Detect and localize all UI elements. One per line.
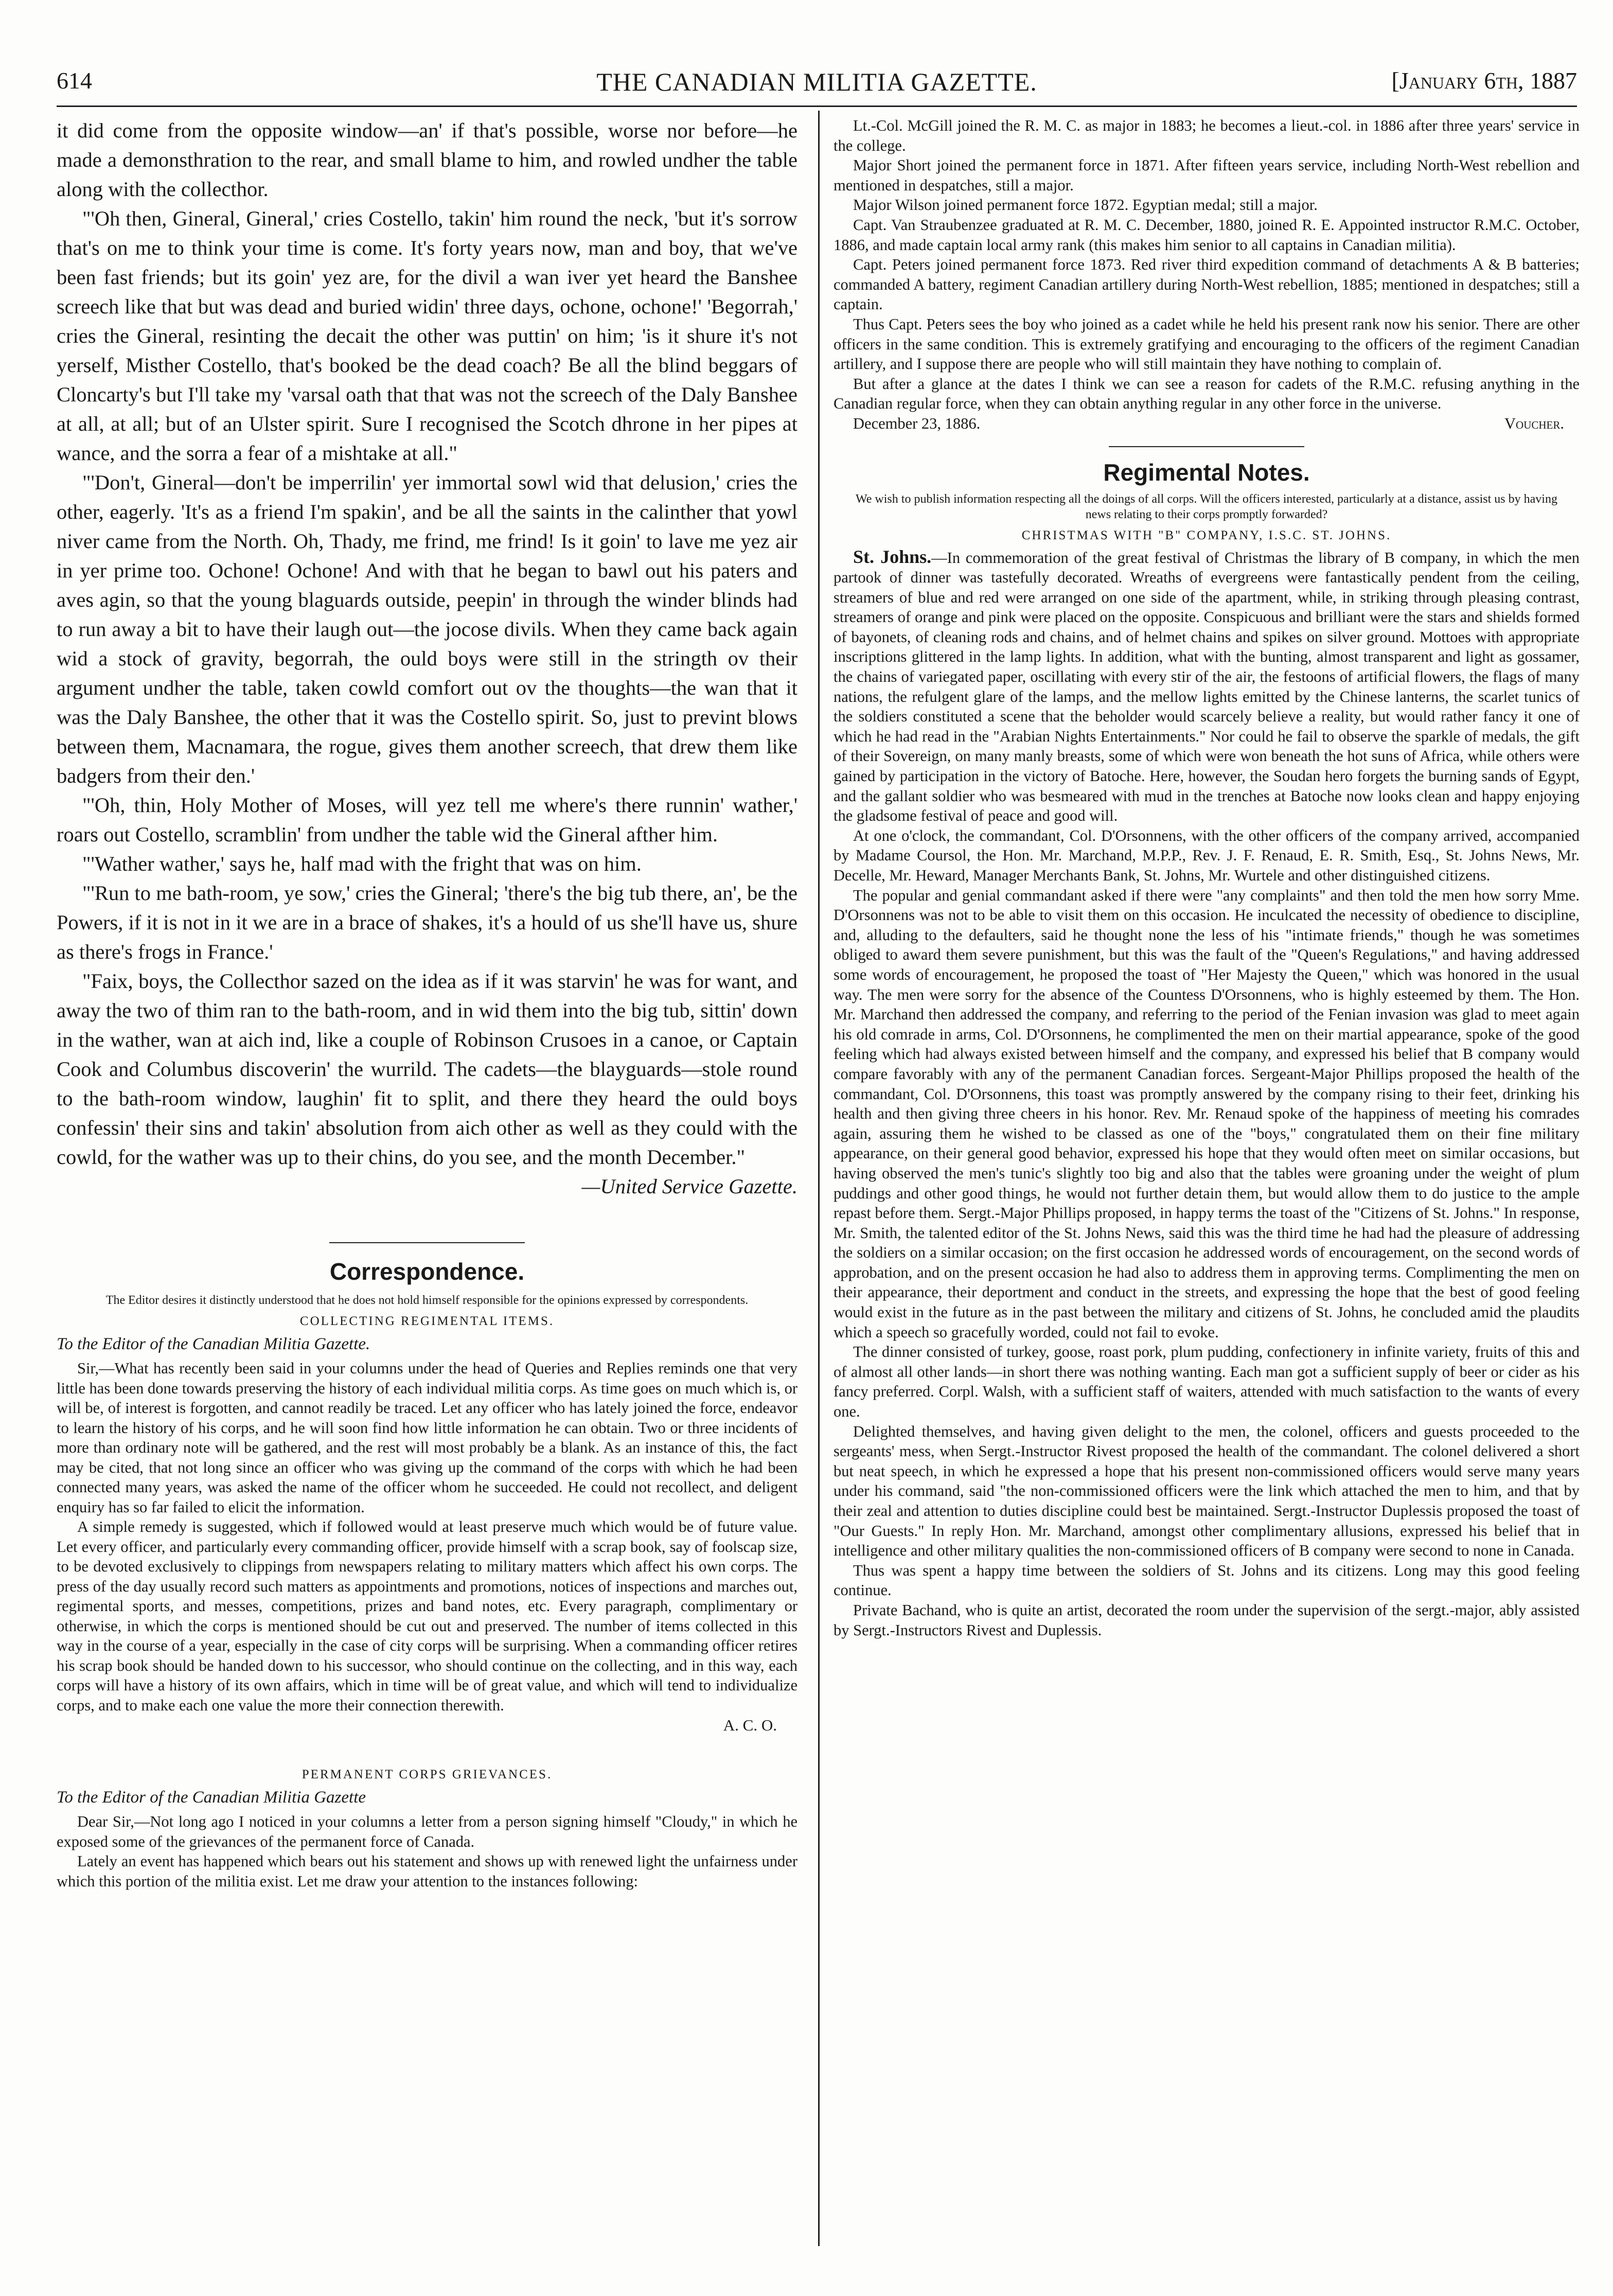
letter-subhead: PERMANENT CORPS GRIEVANCES.	[302, 1768, 553, 1781]
letter-paragraph: Lately an event has happened which bears out his statement and shows up with renewed light the unfairness under which this portion of the militia exist. Let me draw your attention to the instances following:	[57, 1852, 797, 1890]
letter-paragraph: Sir,—What has recently been said in your columns under the head of Queries and Replies reminds one that very little has been done towards preserving the history of each individual militia corps. As time goes on much which is, or will be, of interest is forgotten, and cannot readily be traced. Let any officer who has lately joined the force, endeavor to learn the history of his corps, and he will soon find how little information he can obtain. Two or three incidents of more than ordinary note will be gathered, and the rest will most probably be a blank. As an instance of this, the fact may be cited, that not long since an officer who was giving up the command of the corps with which he had been connected many years, was asked the name of the officer whom he succeeded. He could not recollect, and deligent enquiry has so far failed to elicit the information.	[57, 1359, 797, 1516]
story-paragraph: "'Run to me bath-room, ye sow,' cries the Gineral; 'there's the big tub there, an', be the Powers, if it is not in it we are in a brace of shakes, it's a hould of us she'll have us, shure as there's frogs in France.'	[57, 881, 797, 963]
regimental-paragraph-text: —In commemoration of the great festival of Christmas the library of B company, in which the men partook of dinner was tastefully decorated. Wreaths of evergreens were fantastically pendent from the ceiling, streamers of blue and red were arranged on one side of the apartment, while, in striking through pleasing contrast, streamers of orange and pink were placed on the opposite. Conspicuous and brilliant were the stars and shields formed of bayonets, of cleaning rods and chains, and of helmet chains and spikes on silver ground. Mottoes with appropriate inscriptions glittered in the lamp lights. In addition, what with the bunting, almost transparent and light as gossamer, the chains of variegated paper, oscillating with every stir of the air, the festoons of artificial flowers, the flags of many nations, the refulgent glare of the lamps, and the mellow lights emitted by the Chinese lanterns, the scarlet tunics of the soldiers constituted a scene that the beholder would scarcely believe a reality, but would rather fancy it one of which he had read in the "Arabian Nights Entertainments." Nor could he fail to observe the sparkle of medals, the gift of their Sovereign, on many manly breasts, some of which were won beneath the hot suns of Africa, while others were gained by participation in the victory of Batoche. Here, however, the Soudan hero forgets the burning sands of Egypt, and the gallant soldier who was besmeared with mud in the trenches at Batoche now looks clean and happy enjoying the gladsome festival of peace and good will.	[834, 549, 1580, 825]
correspondence-disclaimer: The Editor desires it distinctly understood that he does not hold himself responsible for the opinions expressed by correspondents.	[105, 1294, 749, 1307]
regimental-paragraph: The dinner consisted of turkey, goose, roast pork, plum pudding, confectionery in infinite variety, fruits of this and of almost all other lands—in short there was nothing wanting. Each man got a sufficient supply of beer or cider as his fancy preferred. Corpl. Walsh, with a sufficient staff of waiters, attended with much satisfaction to the wants of every one.	[834, 1343, 1580, 1421]
letter-collecting-items	[57, 1314, 797, 1736]
regimental-paragraph: Delighted themselves, and having given delight to the men, the colonel, officers and guests proceeded to the sergeants' mess, when Sergt.-Instructor Rivest proposed the health of the commandant. The colonel delivered a short but neat speech, in which he expressed a hope that his present non-commissioned officers would serve many years under his command, said "the non-commissioned officers were the link which attached the men to him, and that by their zeal and attention to duties discipline could best be maintained. Sergt.-Instructor Duplessis proposed the toast of "Our Guests." In reply Hon. Mr. Marchand, amongst other complimentary allusions, expressed his belief that in intelligence and other military qualities the non-commissioned officers of B company were second to none in Canada.	[834, 1422, 1580, 1560]
masthead	[57, 67, 1577, 103]
grievance-date: December 23, 1886.	[853, 414, 981, 432]
grievance-signature: Voucher.	[1504, 414, 1564, 432]
story-paragraph: "Faix, boys, the Collecthor sazed on the idea as if it was starvin' he was for want, and away the two of thim ran to the bath-room, and in wid them into the big tub, sittin' down in the wather, wan at aich ind, like a couple of Robinson Crusoes in a canoe, or Captain Cook and Columbus discoverin' the wurrild. The cadets—the blayguards—stole round to the bath-room window, laughin' fit to split, and there they heard the ould boys confessin' their sins and takin' absolution from aich other as well as they could with the cowld, for the wather was up to their chins, do you see, and the month December."	[57, 969, 797, 1169]
grievance-paragraph: Capt. Van Straubenzee graduated at R. M. C. December, 1880, joined R. E. Appointed instructor R.M.C. October, 1886, and made captain local army rank (this makes him senior to all captains in Canadian militia).	[834, 216, 1580, 254]
letter-subhead: COLLECTING REGIMENTAL ITEMS.	[299, 1314, 555, 1328]
newspaper-title: THE CANADIAN MILITIA GAZETTE.	[596, 67, 1037, 96]
letter-paragraph: Dear Sir,—Not long ago I noticed in your columns a letter from a person signing himself "Cloudy," in which he exposed some of the grievances of the permanent force of Canada.	[57, 1813, 797, 1850]
letter-salutation: To the Editor of the Canadian Militia Gazette	[57, 1788, 366, 1807]
regimental-subhead: CHRISTMAS WITH "B" COMPANY, I.S.C. ST. JOHNS.	[1021, 528, 1392, 542]
regimental-notes-heading: Regimental Notes.	[1103, 458, 1310, 486]
regimental-paragraph: The popular and genial commandant asked if there were "any complaints" and then told the men how sorry Mme. D'Orsonnens was not to be able to visit them on this occasion. He inculcated the necessity of obedience to discipline, and, alluding to the defaulters, said he thought none the less of his "intimate friends," though he was sometimes obliged to award them severe punishment, but this was the fault of the "Queen's Regulations," and having addressed some words of encouragement, he proposed the toast of "Her Majesty the Queen," which was honored in the usual way. The men were sorry for the absence of the Countess D'Orsonnens, who is highly esteemed by them. The Hon. Mr. Marchand then addressed the company, and referring to the period of the Fenian invasion was glad to meet again his old comrade in arms, Col. D'Orsonnens, he complimented the men on their martial appearance, spoke of the good feeling which had always existed between himself and the company, and expressed his belief that B company would compare favorably with any of the permanent Canadian forces. Sergeant-Major Phillips proposed the health of the commandant, Col. D'Orsonnens, this toast was promptly answered by the company rising to their feet, drinking his health and then giving three cheers in his honor. Rev. Mr. Renaud spoke of the happiness of meeting his comrades again, assuring them he wished to be classed as one of the "boys," congratulated them on their fine military appearance, on their general good behavior, expressed his hope that they would often meet on similar occasions, but having observed the men's tunic's slightly too big and also that the tables were groaning under the weight of plum puddings and other good things, he would not further detain them, but would allow them to do justice to the ample repast before them. Sergt.-Major Phillips proposed, in happy terms the toast of the "Citizens of St. Johns." In response, Mr. Smith, the talented editor of the St. Johns News, said this was the third time he had had the pleasure of addressing the soldiers on a similar occasion; on the first occasion he addressed words of encouragement, on the second words of approbation, and on the present occasion he had also to address them in approving terms. Complimenting the men on their appearance, their deportment and conduct in the streets, and expressing the hope that the best of good feeling would exist in the future as in the past between the military and citizens of St. Johns, he concluded amid the plaudits which a speech so gracefully worded, could not fail to evoke.	[834, 886, 1580, 1341]
letter-paragraph: A simple remedy is suggested, which if followed would at least preserve much which would be of future value. Let every officer, and particularly every commanding officer, provide himself with a scrap book, say of foolscap size, to be devoted exclusively to clippings from newspapers relating to military matters which affect his own corps. The press of the day usually record such matters as appointments and promotions, notices of inspections and marches out, regimental sports, and messes, competitions, prizes and band notes, etc. Every paragraph, complimentary or otherwise, in which the corps is mentioned should be cut out and preserved. The number of items collected in this way in the course of a year, especially in the case of city corps will be surprising. When a commanding officer retires his scrap book should be handed down to his successor, who should continue on the collecting, and in this way, each corps will have a history of its own affairs, which in time will be of great value, and which will tend to individualize corps, and to make each one value the more their connection therewith.	[57, 1518, 797, 1714]
letter-signature: A. C. O.	[723, 1716, 777, 1734]
section-rule	[329, 1242, 525, 1243]
letter-permanent-corps	[57, 1768, 797, 1891]
section-rule	[1109, 446, 1304, 447]
story-paragraph: "'Wather wather,' says he, half mad with the fright that was on him.	[82, 852, 642, 875]
story-paragraph: "'Oh, thin, Holy Mother of Moses, will yez tell me where's there runnin' wather,' roars out Costello, scramblin' from undher the table wid the Gineral afther him.	[57, 793, 797, 846]
dateline-place: St. Johns.	[853, 546, 932, 567]
right-column	[834, 116, 1580, 2277]
correspondence-heading: Correspondence.	[329, 1258, 525, 1285]
regimental-notes-disclaimer: We wish to publish information respecting all the doings of all corps. Will the officers interested, particularly at a distance, assist us by having news relating to their corps promptly forwarded?	[856, 492, 1557, 521]
grievance-continuation	[834, 116, 1580, 434]
regimental-paragraph	[834, 547, 1580, 826]
grievance-paragraph: Lt.-Col. McGill joined the R. M. C. as major in 1883; he becomes a lieut.-col. in 1886 after three years' service in the college.	[834, 117, 1580, 154]
grievance-dateline	[834, 414, 1580, 434]
story-continuation	[57, 116, 797, 1201]
page-number: 614	[57, 67, 92, 94]
grievance-paragraph: Major Short joined the permanent force in 1871. After fifteen years service, including North-West rebellion and mentioned in despatches, still a major.	[834, 156, 1580, 194]
story-source: —United Service Gazette.	[581, 1175, 797, 1198]
regimental-paragraph: At one o'clock, the commandant, Col. D'Orsonnens, with the other officers of the company arrived, accompanied by Madame Coursol, the Hon. Mr. Marchand, M.P.P., Rev. J. F. Renaud, E. R. Smith, Esq., St. Johns News, Mr. Decelle, Mr. Heward, Manager Merchants Bank, St. Johns, Mr. Wurtele and other distinguished citizens.	[834, 826, 1580, 884]
column-divider	[818, 111, 820, 2246]
regimental-paragraph: Thus was spent a happy time between the soldiers of St. Johns and its citizens. Long may this good feeling continue.	[834, 1561, 1580, 1599]
regimental-article	[834, 547, 1580, 1640]
regimental-paragraph: Private Bachand, who is quite an artist, decorated the room under the supervision of the sergt.-major, ably assisted by Sergt.-Instructors Rivest and Duplessis.	[834, 1601, 1580, 1639]
grievance-paragraph: But after a glance at the dates I think we can see a reason for cadets of the R.M.C. refusing anything in the Canadian regular force, when they can obtain anything regular in any other force in the universe.	[834, 375, 1580, 413]
story-paragraph: "'Don't, Gineral—don't be imperrilin' yer immortal sowl wid that delusion,' cries the other, eagerly. 'It's as a friend I'm spakin', and be all the saints in the calinther that yowl niver came from the North. Oh, Thady, me frind, me frind! Is it goin' to lave me yez air in yer prime too. Ochone! Ochone! And with that he began to bawl out his paters and aves agin, so that the young blaguards outside, peepin' in through the winder blinds had to run away a bit to have their laugh out—the jocose divils. When they came back again wid a stock of gravity, begorrah, the ould boys were still in the stringth ov their argument undher the table, taken cowld comfort out ov the thoughts—the wan that it was the Daly Banshee, the other that it was the Costello spirit. So, just to prevint blows between them, Macnamara, the rogue, gives them another screech, that drew them like badgers from their den.'	[57, 471, 797, 787]
left-column	[57, 116, 797, 2277]
story-paragraph: it did come from the opposite window—an' if that's possible, worse nor before—he made a demonsthration to the rear, and small blame to him, and rowled undher the table along with the collecthor.	[57, 119, 797, 201]
letter-salutation: To the Editor of the Canadian Militia Gazette.	[57, 1335, 370, 1353]
masthead-rule	[57, 105, 1577, 107]
story-paragraph: "'Oh then, Gineral, Gineral,' cries Costello, takin' him round the neck, 'but it's sorrow that's on me to think your time is come. It's forty years now, man and boy, that we've been fast friends; but its goin' yez are, for the divil a wan iver yet heard the Banshee screech like that but was dead and buried widin' three days, ochone, ochone!' 'Begorrah,' cries the Gineral, resinting the decait the other was puttin' on him; 'is it shure it's not yerself, Misther Costello, that's booked be the dead coach? Be all the blind beggars of Cloncarty's but I'll take my 'varsal oath that that was not the screech of the Daly Banshee at all, at all; but of an Ulster spirit. Sure I recognised the Scotch dhrone in her pipes at wance, and the sorra a fear of a mishtake at all."	[57, 207, 797, 465]
grievance-paragraph: Thus Capt. Peters sees the boy who joined as a cadet while he held his present rank now his senior. There are other officers in the same condition. This is extremely gratifying and encouraging to the officers of the regiment Canadian artillery, and I suppose there are people who will still maintain they have nothing to complain of.	[834, 315, 1580, 373]
issue-date: [January 6th, 1887	[1391, 67, 1577, 94]
grievance-paragraph: Capt. Peters joined permanent force 1873. Red river third expedition command of detachments A & B batteries; commanded A battery, regiment Canadian artillery during North-West rebellion, 1885; mentioned in despatches; still a captain.	[834, 256, 1580, 313]
grievance-paragraph: Major Wilson joined permanent force 1872. Egyptian medal; still a major.	[853, 196, 1318, 214]
